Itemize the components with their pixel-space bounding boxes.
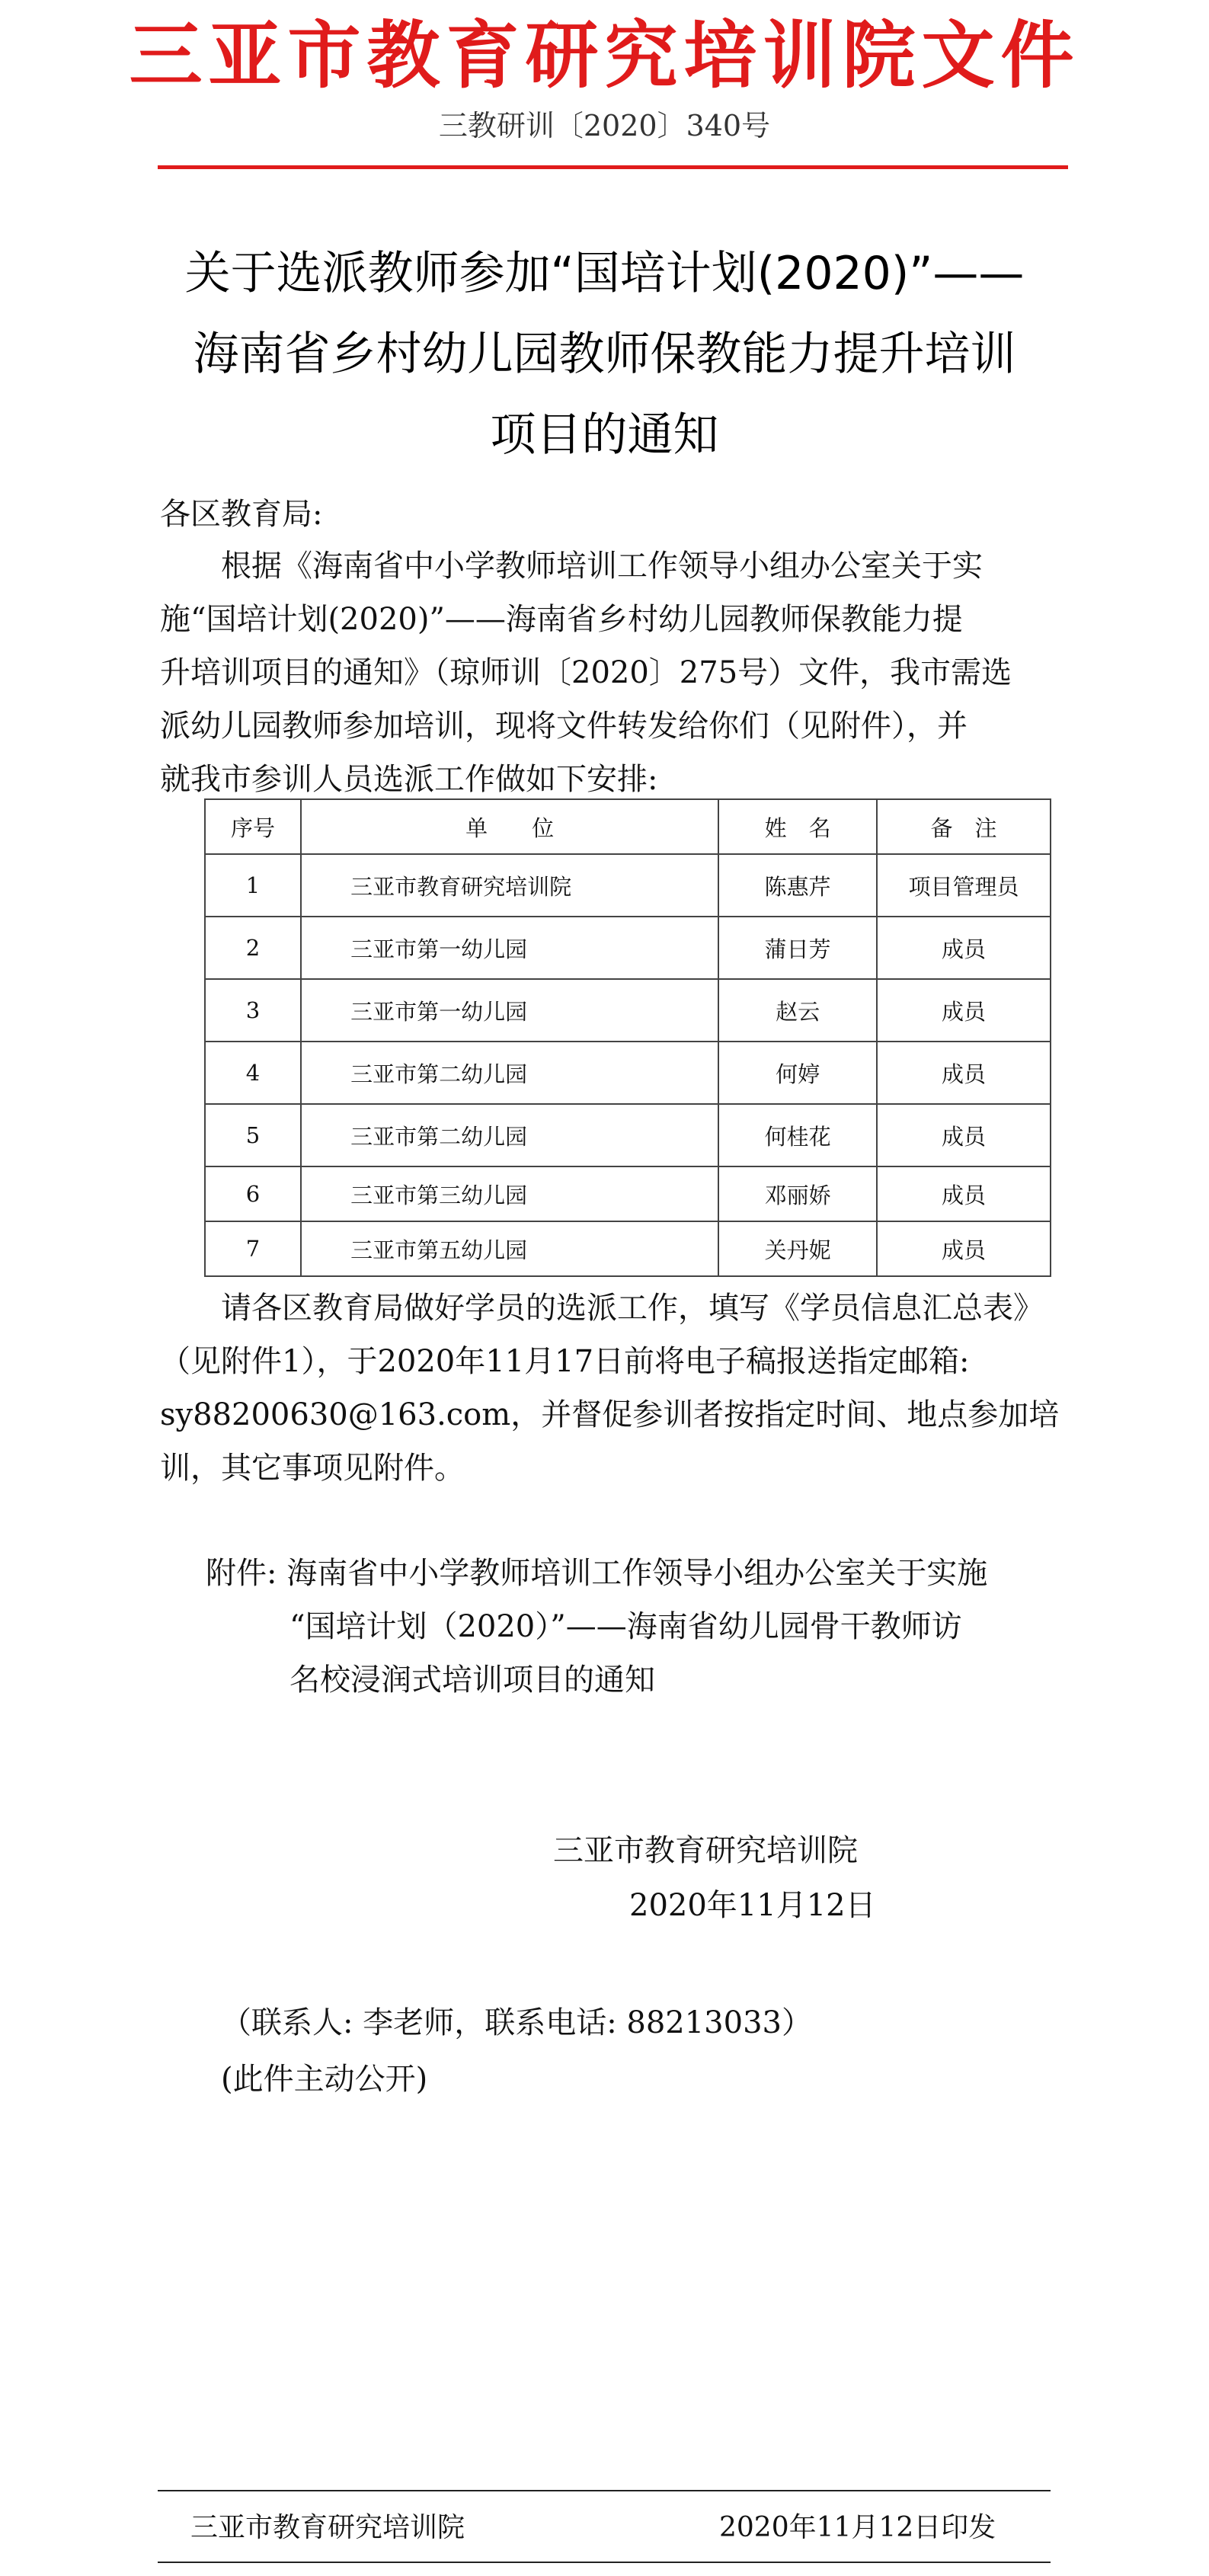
cell-unit: 三亚市第三幼儿园	[301, 1166, 718, 1221]
instruction-line: （见附件1），于2020年11月17日前将电子稿报送指定邮箱:	[160, 1344, 970, 1379]
cell-name: 赵云	[718, 979, 877, 1042]
footer-top-rule	[158, 2490, 1051, 2491]
intro-line: 就我市参训人员选派工作做如下安排:	[160, 762, 658, 797]
cell-name: 陈惠芹	[718, 854, 877, 917]
cell-name: 蒲日芳	[718, 917, 877, 979]
cell-number: 2	[205, 917, 301, 979]
intro-line: 升培训项目的通知》（琼师训〔2020〕275号）文件，我市需选	[160, 655, 1012, 690]
cell-note: 成员	[877, 917, 1051, 979]
table-row	[205, 1166, 1051, 1221]
cell-name: 邓丽娇	[718, 1166, 877, 1221]
cell-note: 成员	[877, 1042, 1051, 1104]
table-row	[205, 917, 1051, 979]
title-line-3: 项目的通知	[490, 408, 719, 462]
instruction-line: sy88200630@163.com，并督促参训者按指定时间、地点参加培	[160, 1397, 1060, 1432]
attachment-note	[206, 1547, 987, 1707]
cell-unit: 三亚市第一幼儿园	[301, 917, 718, 979]
document-number: 三教研训〔2020〕340号	[438, 109, 771, 142]
title-line-1: 关于选派教师参加“国培计划(2020)”——	[184, 247, 1025, 300]
cell-unit: 三亚市第五幼儿园	[301, 1221, 718, 1276]
cell-note: 项目管理员	[877, 854, 1051, 917]
cell-unit: 三亚市第二幼儿园	[301, 1104, 718, 1166]
cell-number: 6	[205, 1166, 301, 1221]
cell-note: 成员	[877, 1221, 1051, 1276]
table-row	[205, 1042, 1051, 1104]
table-row	[205, 979, 1051, 1042]
cell-name: 关丹妮	[718, 1221, 877, 1276]
attachment-line: “国培计划（2020）”——海南省幼儿园骨干教师访	[289, 1609, 962, 1644]
cell-unit: 三亚市第一幼儿园	[301, 979, 718, 1042]
cell-number: 7	[205, 1221, 301, 1276]
salutation: 各区教育局:	[160, 497, 323, 532]
cell-number: 5	[205, 1104, 301, 1166]
participant-table	[204, 798, 1051, 1277]
instruction-paragraph	[160, 1282, 1059, 1495]
table-row	[205, 1221, 1051, 1276]
intro-line: 派幼儿园教师参加培训，现将文件转发给你们（见附件），并	[160, 709, 968, 744]
header-unit: 单 位	[301, 799, 718, 854]
cell-note: 成员	[877, 1104, 1051, 1166]
footer-date: 2020年11月12日印发	[719, 2512, 996, 2543]
cell-unit: 三亚市教育研究培训院	[301, 854, 718, 917]
attachment-line: 名校浸润式培训项目的通知	[289, 1662, 655, 1698]
org-header-title: 三亚市教育研究培训院文件	[129, 12, 1080, 98]
attachment-line: 附件: 海南省中小学教师培训工作领导小组办公室关于实施	[206, 1556, 988, 1591]
footer-org: 三亚市教育研究培训院	[190, 2512, 465, 2543]
cell-number: 3	[205, 979, 301, 1042]
public-note: (此件主动公开)	[221, 2062, 428, 2097]
title-line-2: 海南省乡村幼儿园教师保教能力提升培训	[193, 328, 1016, 381]
signature-org: 三亚市教育研究培训院	[553, 1833, 858, 1868]
document-title	[114, 233, 1095, 475]
table-row	[205, 1104, 1051, 1166]
instruction-line: 训，其它事项见附件。	[160, 1451, 465, 1486]
cell-note: 成员	[877, 979, 1051, 1042]
cell-unit: 三亚市第二幼儿园	[301, 1042, 718, 1104]
contact-info: （联系人: 李老师，联系电话: 88213033）	[221, 2005, 812, 2040]
header-note: 备 注	[877, 799, 1051, 854]
header-name: 姓 名	[718, 799, 877, 854]
cell-name: 何桂花	[718, 1104, 877, 1166]
intro-line: 施“国培计划(2020)”——海南省乡村幼儿园教师保教能力提	[160, 602, 963, 637]
cell-name: 何婷	[718, 1042, 877, 1104]
cell-number: 1	[205, 854, 301, 917]
intro-paragraph	[160, 539, 1012, 806]
signature-date: 2020年11月12日	[629, 1888, 876, 1923]
cell-note: 成员	[877, 1166, 1051, 1221]
table-row	[205, 854, 1051, 917]
instruction-line: 请各区教育局做好学员的选派工作，填写《学员信息汇总表》	[221, 1291, 1044, 1326]
table-header-row	[205, 799, 1051, 854]
footer-bottom-rule	[158, 2562, 1051, 2563]
cell-number: 4	[205, 1042, 301, 1104]
red-header-rule	[158, 165, 1068, 169]
intro-line: 根据《海南省中小学教师培训工作领导小组办公室关于实	[221, 549, 983, 584]
header-number: 序号	[205, 799, 301, 854]
